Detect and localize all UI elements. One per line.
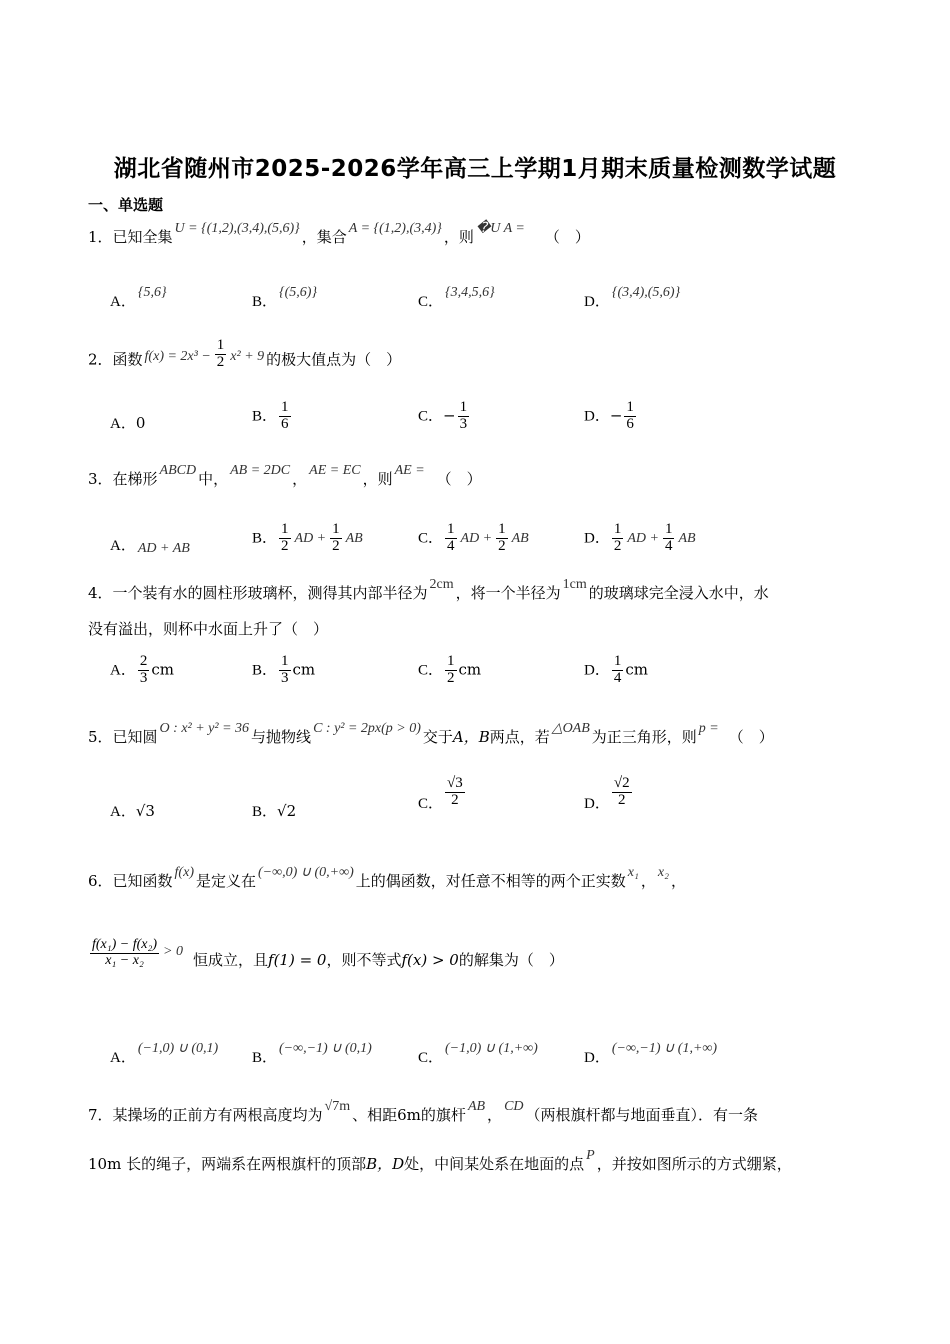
option-label: B． [252,530,278,547]
question-6 [88,865,686,892]
q5-points: A，B [452,728,490,746]
option-value: {(3,4),(5,6)} [611,285,681,300]
q6-gt: > 0 [163,944,183,960]
den: 2 [498,537,506,554]
option-value: √2 [277,802,297,820]
q1-paren: （ ） [544,228,590,246]
num: 1 [626,399,634,415]
q1-expr: �U A = [475,221,525,236]
option-term: AB [511,531,529,547]
option-sign: − [609,406,623,425]
q1-option-b[interactable] [252,285,319,311]
den: 2 [281,537,289,554]
q5-expr: p = [698,721,719,736]
option-frac [279,522,291,555]
num: 1 [613,521,622,537]
option-label: C． [418,1050,444,1066]
q6-cond: f(1) = 0 [268,951,327,970]
option-frac [612,654,624,687]
option-sign: − [443,406,456,425]
q3-option-c[interactable] [418,522,531,555]
q7-distance: 6m [397,1106,421,1124]
q6-option-b[interactable] [252,1041,374,1067]
q7-text: ，并按如图所示的方式绷紧， [596,1155,792,1173]
q1-set-a: A = {(1,2),(3,4)} [348,221,442,236]
q6-text: 是定义在 [195,872,256,890]
option-term: AD + [294,531,327,547]
q3-expr: AE = [394,463,425,478]
den: x₁ − x₂ [105,952,144,968]
q6-comma: ， [670,872,686,890]
option-label: B． [252,804,278,820]
q6-domain: (−∞,0) ∪ (0,+∞) [258,865,354,880]
option-label: C． [418,662,444,679]
option-value: (−∞,−1) ∪ (1,+∞) [611,1041,718,1056]
option-frac [279,654,291,687]
q2-option-c[interactable] [418,400,471,433]
q7-comma: ， [487,1106,503,1124]
option-unit: cm [292,660,316,679]
question-1 [88,221,590,248]
q6-stem: 6．已知函数 [88,872,173,890]
q3-paren: （ ） [436,470,482,488]
q7-pole-ab: AB [467,1099,486,1114]
q1-text: ，则 [443,228,474,246]
q7-stem: 7．某操场的正前方有两根高度均为 [88,1106,323,1124]
q6-comma: ， [640,872,656,890]
num: 1 [447,521,455,537]
option-label: A． [110,662,136,679]
q5-text: 为正三角形，则 [591,728,697,746]
q6-text: 恒成立，且 [193,951,269,970]
q6-condition-frac [90,938,159,968]
q3-sep: ， [292,470,308,488]
q6-func: f(x) [174,865,194,880]
q1-option-d[interactable] [584,285,682,311]
option-frac [279,400,291,433]
section-heading: 一、单选题 [88,196,164,214]
q4-option-a[interactable] [110,654,174,687]
den: 6 [626,415,634,432]
q6-ineq: f(x) > 0 [401,951,459,970]
num: 1 [664,521,673,537]
option-frac [663,522,675,555]
option-label: D． [584,796,610,813]
option-unit: cm [625,660,648,679]
question-4-line-2 [88,620,328,638]
q7-text: （两根旗杆都与地面垂直）．有一条 [525,1106,759,1124]
q2-option-b[interactable] [252,400,293,433]
num: f(x₁) − f(x₂) [92,937,158,952]
option-label: A． [110,538,136,554]
option-value: {(5,6)} [279,285,318,300]
q5-parabola: C : y² = 2px(p > 0) [313,721,421,736]
q1-stem: 1．已知全集 [88,228,173,246]
num: 2 [139,653,148,669]
num: 1 [459,399,468,415]
question-5 [88,721,774,748]
den: 2 [451,791,459,808]
option-label: D． [584,1050,610,1066]
option-term: AB [678,531,696,547]
num: 1 [447,653,455,669]
option-value: √3 [135,802,155,820]
option-frac [330,522,342,555]
q5-option-d[interactable] [584,775,634,813]
q7-height: √7m [324,1099,351,1114]
den: 3 [459,415,468,432]
option-label: D． [584,294,610,310]
option-value: {3,4,5,6} [445,285,495,300]
q5-stem: 5．已知圆 [88,728,158,746]
option-label: A． [110,1050,136,1066]
q1-set-u: U = {(1,2),(3,4),(5,6)} [174,221,300,236]
q1-option-a[interactable] [110,285,169,311]
q4-radius-cup: 2cm [429,577,454,592]
option-label: A． [110,804,136,820]
den: 2 [216,353,225,370]
q3-option-b[interactable] [252,522,365,555]
q7-text: 10m 长的绳子，两端系在两根旗杆的顶部 [88,1155,367,1173]
option-frac [612,522,624,555]
den: 2 [332,537,340,554]
option-frac [138,654,150,687]
option-label: D． [584,662,610,679]
option-label: A． [110,416,136,432]
option-value: 0 [135,414,146,432]
num: 1 [281,653,289,669]
option-label: C． [418,530,444,547]
option-value: (−∞,−1) ∪ (0,1) [279,1041,372,1056]
den: 4 [613,669,622,686]
q3-cond-2: AE = EC [309,463,361,478]
q5-option-b[interactable] [252,800,296,821]
q2-stem: 2．函数 [88,350,143,369]
option-term: AD + [627,531,659,547]
q5-option-c[interactable] [418,775,467,813]
option-unit: cm [151,660,174,679]
q6-option-c[interactable] [418,1041,540,1067]
exam-title: 湖北省随州市2025-2026学年高三上学期1月期末质量检测数学试题 [113,156,837,182]
question-4 [88,577,769,604]
den: 4 [447,537,455,554]
q4-option-b[interactable] [252,654,315,687]
q3-text: 中， [198,470,229,488]
den: 3 [139,669,148,686]
option-label: C． [418,294,444,310]
q3-option-d[interactable] [584,522,698,555]
den: 6 [281,415,289,432]
q6-text: 上的偶函数，对任意不相等的两个正实数 [355,872,626,890]
q3-cond-1: AB = 2DC [230,463,291,478]
q4-option-d[interactable] [584,654,648,687]
option-unit: cm [458,660,482,679]
q5-option-a[interactable] [110,800,155,821]
q6-x1: x₁ [627,865,639,880]
option-label: B． [252,408,278,425]
q6-x2: x₂ [657,865,669,880]
q7-text: 处，中间某处系在地面的点 [404,1155,585,1173]
option-frac [445,654,457,687]
option-frac [445,522,457,555]
den: 2 [613,537,622,554]
option-frac [445,776,465,809]
option-label: A． [110,294,136,310]
question-2 [88,337,402,377]
q7-text: 的旗杆 [420,1106,466,1124]
q2-frac [215,338,227,371]
q3-option-a[interactable] [110,534,192,555]
q7-text: 、相距 [352,1106,398,1124]
q6-text: ，则不等式 [326,951,402,970]
q6-option-d[interactable] [584,1041,719,1067]
question-7-line-2 [88,1148,792,1175]
num: √3 [447,775,463,791]
num: 1 [216,337,225,353]
option-value: AD + AB [137,541,190,556]
option-label: B． [252,1050,278,1066]
num: √2 [613,775,630,791]
option-label: C． [418,796,444,813]
option-frac [612,776,632,809]
q2-option-d[interactable] [584,400,638,433]
option-frac [496,522,508,555]
option-label: D． [584,408,610,425]
q5-text: 与抛物线 [251,728,312,746]
q7-points: B，D [366,1155,405,1173]
q7-pole-cd: CD [504,1099,524,1114]
q5-paren: （ ） [728,728,774,746]
q4-text: 4．一个装有水的圆柱形玻璃杯，测得其内部半径为 [88,584,428,602]
option-label: B． [252,294,278,310]
num: 1 [332,521,340,537]
q5-text: 交于 [422,728,453,746]
q2-text: 的极大值点为（ ） [266,350,402,369]
option-label: B． [252,662,278,679]
option-frac [458,400,470,433]
q5-triangle: △OAB [551,721,590,736]
option-label: D． [584,530,610,547]
q6-option-a[interactable] [110,1041,220,1067]
q3-stem: 3．在梯形 [88,470,158,488]
den: 3 [281,669,289,686]
den: 2 [617,791,626,808]
option-term: AB [345,531,363,547]
q2-option-a[interactable] [110,412,145,433]
q6-text: 的解集为（ ） [458,951,564,970]
num: 1 [281,521,289,537]
question-7 [88,1099,759,1126]
q3-text: ，则 [362,470,393,488]
q4-option-c[interactable] [418,654,481,687]
den: 2 [447,669,455,686]
num: 1 [498,521,506,537]
den: 4 [664,537,673,554]
question-3 [88,463,482,490]
q7-point-p: P [586,1148,595,1163]
q1-text: ，集合 [301,228,347,246]
q1-option-c[interactable] [418,285,497,311]
option-value: (−1,0) ∪ (1,+∞) [445,1041,538,1056]
num: 1 [281,399,289,415]
q5-text: 两点，若 [489,728,550,746]
num: 1 [613,653,622,669]
q2-func-tail: x² + 9 [230,349,265,365]
option-value: (−1,0) ∪ (0,1) [137,1041,219,1056]
q4-text: 没有溢出，则杯中水面上升了（ ） [88,620,329,638]
question-6-line-2 [88,937,564,976]
option-frac [624,400,636,433]
q4-text: ，将一个半径为 [455,584,561,602]
q4-radius-ball: 1cm [562,577,587,592]
option-term: AD + [460,531,493,547]
q4-text: 的玻璃球完全浸入水中，水 [588,584,769,602]
option-value: {5,6} [137,285,167,300]
option-label: C． [418,408,444,425]
q5-circle: O : x² + y² = 36 [159,721,250,736]
q2-func: f(x) = 2x³ − [144,349,211,365]
q3-shape: ABCD [159,463,197,478]
